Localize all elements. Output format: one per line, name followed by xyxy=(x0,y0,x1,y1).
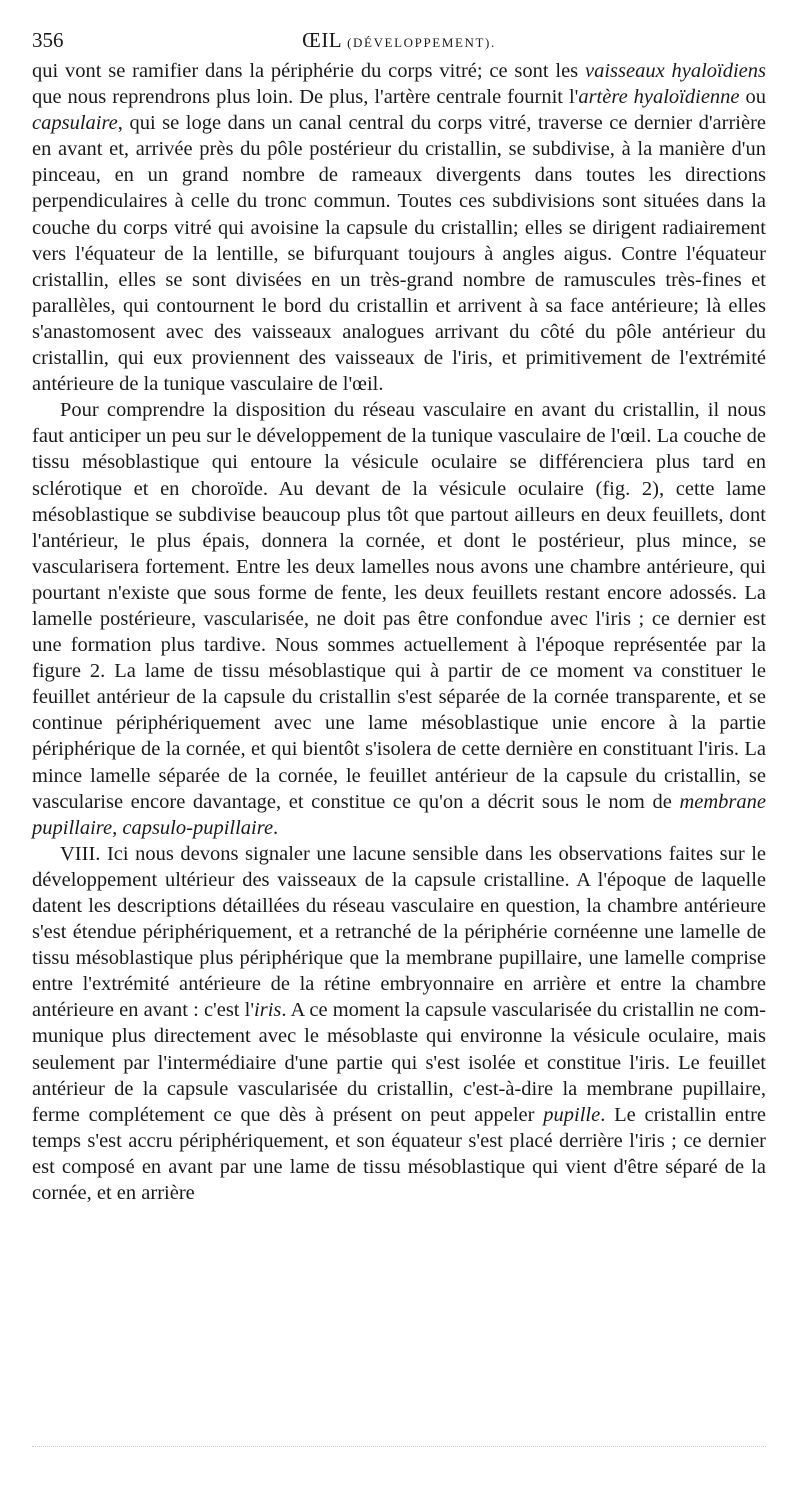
paragraph-3 xyxy=(32,841,766,1206)
text-run: . xyxy=(273,816,279,839)
italic-text: capsulaire xyxy=(32,112,118,135)
document-page xyxy=(32,28,766,1206)
running-title-main: ŒIL xyxy=(302,28,342,52)
page-number: 356 xyxy=(32,28,64,52)
text-run: VIII. Ici nous devons signaler une lacune sensible dans les observations faites sur le développement ultérieur des vaisseaux de la capsule cristalline. A l'époque de laquelle datent les descriptions détaillées du réseau vasculaire en question, la chambre antérieure s'est étendue périphériquement, et a retranché de la périphérie cornéenne une lamelle de tissu mésoblastique plus périphérique que la membrane pupillaire, une lamelle comprise entre l'extrémité antérieure de la rétine embryonnaire en arrière et entre la chambre antérieure en avant : c'est l' xyxy=(32,842,766,1022)
text-run: . A ce moment la capsule vascularisée du cristallin ne communique plus directement avec le mésoblaste qui environne la vésicule oculaire, mais seulement par l'intermédiaire d'une partie qui s'est isolée et constitue l'iris. Le feuillet antérieur de la capsule vascularisée du cristallin, c'est-à-dire la membrane pupillaire, ferme complétement ce que dès à présent on peut appeler xyxy=(32,999,766,1126)
footer-rule xyxy=(32,1446,766,1447)
page-header xyxy=(32,28,766,58)
italic-text: vaisseaux hyaloïdiens xyxy=(584,60,766,82)
text-run: qui vont se ramifier dans la périphérie du corps vitré; ce sont les xyxy=(32,60,585,82)
running-title xyxy=(32,28,766,53)
italic-text: iris xyxy=(254,999,282,1022)
italic-text: pupille xyxy=(543,1103,601,1126)
paragraph-2 xyxy=(32,397,766,841)
italic-text: artère hyaloïdienne xyxy=(578,86,740,109)
paragraph-1 xyxy=(32,58,766,397)
italic-text: membrane pupillaire, capsulo-pupillaire xyxy=(32,790,766,839)
body-text xyxy=(32,58,766,1206)
text-run: . Le cristallin entre temps s'est accru périphériquement, et son équateur s'est placé derrière l'iris ; ce dernier est composé en avant par une lame de tissu mésoblastique qui vient d'être séparé de la cornée, et en arrière xyxy=(32,1103,766,1205)
text-run: , qui se loge dans un canal central du corps vitré, traverse ce dernier d'arrière en avant et, arrivée près du pôle postérieur du cristallin, se subdivise, à la manière d'un pinceau, en un grand nombre de rameaux divergents dans toutes les directions perpendiculaires à celle du tronc commun. Toutes ces subdivisions sont situées dans la couche du corps vitré qui avoisine la capsule du cristallin; elles se dirigent radiairement vers l'équateur de la lentille, se bifurquant toujours à angles aigus. Contre l'équateur cristallin, elles se sont divisées en un très-grand nombre de ramuscules très-fines et parallèles, qui contournent le bord du cristallin et arrivent à sa face antérieure; là elles s'anastomosent avec des vaisseaux analogues arrivant du côté du pôle antérieur du cristallin, qui eux proviennent des vaisseaux de l'iris, et primitivement de l'extrémité antérieure de la tunique vasculaire de l'œil. xyxy=(32,112,766,396)
running-title-sub: (DÉVELOPPEMENT). xyxy=(347,35,496,50)
text-run: ou xyxy=(739,86,766,109)
text-run: que nous reprendrons plus loin. De plus, l'artère centrale fournit l' xyxy=(32,86,579,109)
text-run: Pour comprendre la disposition du réseau vasculaire en avant du cristallin, il nous faut anticiper un peu sur le développement de la tunique vasculaire de l'œil. La couche de tissu mésoblastique qui entoure la vésicule oculaire se différenciera plus tard en sclérotique et en choroïde. Au devant de la vésicule oculaire (fig. 2), cette lame mésoblastique se subdivise beaucoup plus tôt que partout ailleurs en deux feuillets, dont l'antérieur, le plus épais, donnera la cornée, et dont le postérieur, plus mince, se vascularisera fortement. Entre les deux lamelles nous avons une chambre antérieure, qui pourtant n'existe que sous forme de fente, les deux feuillets restant encore adossés. La lamelle postérieure, vascularisée, ne doit pas être confondue avec l'iris ; ce dernier est une formation plus tardive. Nous sommes actuellement à l'époque représentée par la figure 2. La lame de tissu mésoblastique qui à partir de ce moment va constituer le feuillet antérieur de la capsule du cristallin s'est séparée de la cornée transparente, et se continue périphériquement avec une lame mésoblastique unie encore à la partie périphérique de la cornée, et qui bientôt s'isolera de cette dernière en constituant l'iris. La mince lamelle séparée de la cornée, le feuillet antérieur de la capsule du cristallin, se vascularise encore davantage, et constitue ce qu'on a décrit sous le nom de xyxy=(32,399,766,813)
